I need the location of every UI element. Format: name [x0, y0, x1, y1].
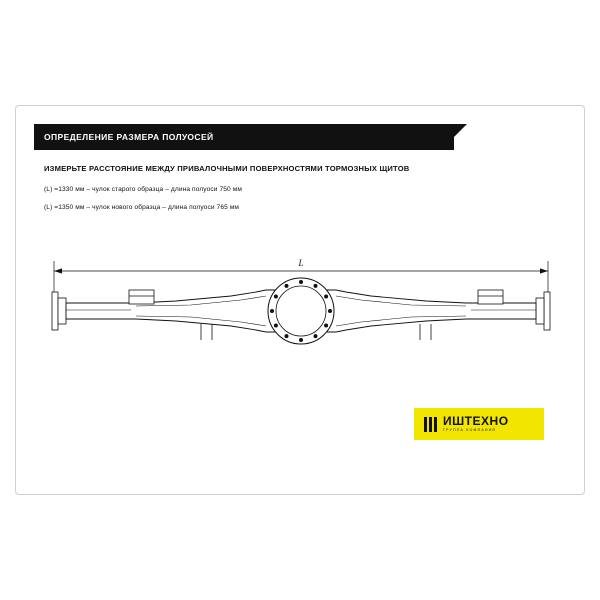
left-spring-pad — [129, 290, 154, 304]
lower-bracket-left — [201, 324, 212, 340]
right-spring-pad — [478, 290, 503, 304]
logo-text-block — [443, 415, 509, 433]
logo-tagline: ГРУППА КОМПАНИЙ — [443, 428, 497, 432]
spec-line-old: (L) =1330 мм – чулок старого образца – длина полуоси 750 мм — [44, 186, 242, 193]
instruction-text: ИЗМЕРЬТЕ РАССТОЯНИЕ МЕЖДУ ПРИВАЛОЧНЫМИ ПОВЕРХНОСТЯМИ ТОРМОЗНЫХ ЩИТОВ — [44, 164, 410, 173]
lower-bracket-right — [420, 324, 431, 340]
right-brake-flange — [536, 292, 550, 330]
differential-housing-inner — [276, 286, 326, 336]
dimension-arrow-right — [540, 268, 548, 273]
dimension-label: L — [298, 258, 304, 268]
diagram-sheet — [15, 105, 585, 495]
logo-bars-icon — [424, 417, 437, 432]
spec-line-new: (L) =1350 мм – чулок нового образца – длина полуоси 765 мм — [44, 204, 240, 211]
company-logo — [414, 408, 544, 440]
logo-company-name: ИШТЕХНО — [443, 414, 509, 428]
dimension-arrow-left — [54, 268, 62, 273]
left-brake-flange — [52, 292, 66, 330]
page-title: ОПРЕДЕЛЕНИЕ РАЗМЕРА ПОЛУОСЕЙ — [44, 132, 214, 142]
